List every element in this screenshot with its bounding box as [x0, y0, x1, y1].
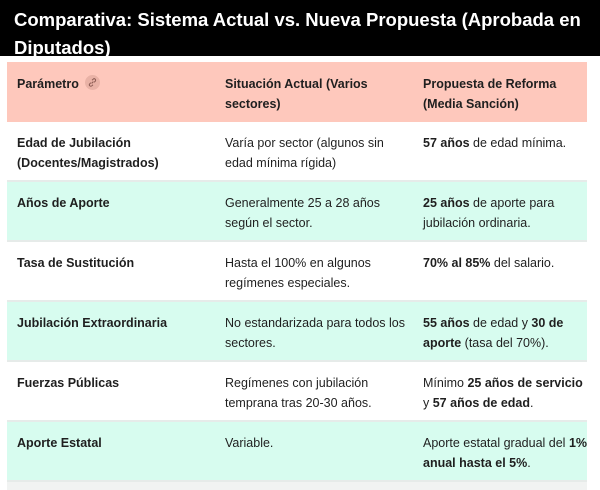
emphasis-text: 57 años de edad: [432, 396, 530, 410]
text-segment: .: [530, 396, 534, 410]
header-situacion-actual: Situación Actual (Varios sectores): [225, 77, 368, 111]
table-row: [7, 122, 587, 182]
emphasis-text: 70% al 85%: [423, 256, 491, 270]
header-propuesta-reforma: Propuesta de Reforma (Media Sanción): [423, 77, 557, 111]
header-parametro-label: Parámetro: [17, 77, 79, 91]
emphasis-text: 30 de aporte: [423, 316, 564, 350]
text-segment: del salario.: [490, 256, 555, 270]
table-row: [7, 362, 587, 422]
text-segment: de aporte para jubilación ordinaria.: [423, 196, 555, 230]
emphasis-text: 25 años de servicio: [467, 376, 583, 390]
cell-parametro: Años de Aporte: [17, 196, 110, 210]
text-segment: de edad y: [469, 316, 532, 330]
header-parametro: [7, 62, 215, 122]
text-segment: (tasa del 70%).: [461, 336, 549, 350]
table-bottom-edge: [7, 482, 587, 490]
emphasis-text: 57 años: [423, 136, 470, 150]
cell-parametro: Edad de Jubilación (Docentes/Magistrados): [17, 136, 159, 170]
cell-situacion-actual: Hasta el 100% en algunos regímenes especiales.: [225, 256, 371, 290]
cell-parametro: Jubilación Extraordinaria: [17, 316, 168, 330]
table-row: [7, 242, 587, 302]
cell-situacion-actual: Generalmente 25 a 28 años según el sector.: [225, 196, 380, 230]
cell-situacion-actual: Regímenes con jubilación temprana tras 20-30 años.: [225, 376, 372, 410]
table-row: [7, 422, 587, 482]
cell-propuesta: [413, 182, 587, 240]
emphasis-text: 1% anual hasta el 5%: [423, 436, 588, 470]
link-icon[interactable]: [85, 75, 100, 90]
comparison-table: [7, 62, 587, 490]
cell-situacion-actual: Variable.: [225, 436, 274, 450]
cell-parametro: Fuerzas Públicas: [17, 376, 120, 390]
table-header-row: [7, 62, 587, 122]
text-segment: Aporte estatal gradual del: [423, 436, 569, 450]
cell-situacion-actual: No estandarizada para todos los sectores.: [225, 316, 405, 350]
emphasis-text: 25 años: [423, 196, 470, 210]
table-row: [7, 302, 587, 362]
cell-parametro: Aporte Estatal: [17, 436, 102, 450]
text-segment: .: [527, 456, 531, 470]
page-title: [0, 0, 600, 56]
cell-propuesta: [413, 422, 587, 480]
text-segment: y: [423, 396, 433, 410]
cell-propuesta: [413, 242, 587, 300]
cell-situacion-actual: Varía por sector (algunos sin edad mínima rígida): [225, 136, 384, 170]
cell-parametro: Tasa de Sustitución: [17, 256, 135, 270]
page-title-text: Comparativa: Sistema Actual vs. Nueva Propuesta (Aprobada en Diputados): [14, 9, 581, 58]
cell-propuesta: [413, 122, 587, 180]
text-segment: de edad mínima.: [469, 136, 567, 150]
text-segment: Mínimo: [423, 376, 468, 390]
table-row: [7, 182, 587, 242]
emphasis-text: 55 años: [423, 316, 470, 330]
cell-propuesta: [413, 362, 587, 420]
cell-propuesta: [413, 302, 587, 360]
